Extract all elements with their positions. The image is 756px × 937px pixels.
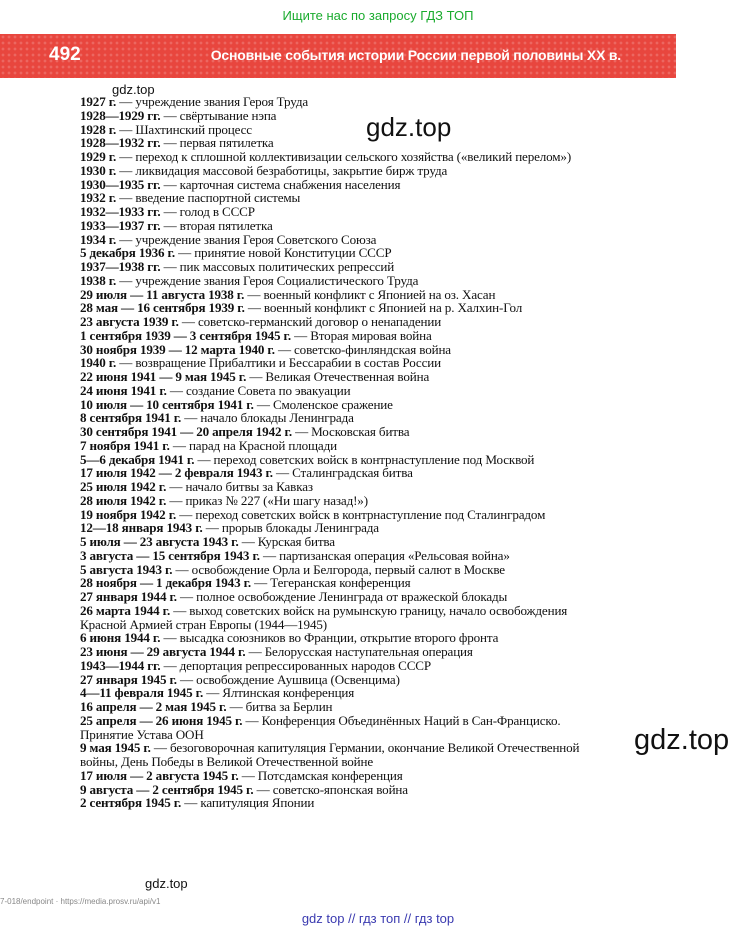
event-date: 17 июля — 2 августа 1945 г. <box>80 767 239 783</box>
event-date: 19 ноября 1942 г. <box>80 506 177 522</box>
event-description: — советско-германский договор о ненападении <box>178 314 442 329</box>
event-date: 9 августа — 2 сентября 1945 г. <box>80 781 254 797</box>
event-item <box>80 659 600 673</box>
event-item <box>80 714 600 742</box>
event-date: 5 декабря 1936 г. <box>80 245 175 261</box>
event-item <box>80 329 600 343</box>
event-item <box>80 590 600 604</box>
event-description: — Тегеранская конференция <box>251 575 411 591</box>
event-item <box>80 535 600 549</box>
event-description: — советско-финляндская война <box>274 341 451 357</box>
event-item <box>80 274 600 288</box>
event-item <box>80 576 600 590</box>
event-item <box>80 425 600 439</box>
event-date: 27 января 1944 г. <box>80 589 177 604</box>
event-item <box>80 439 600 453</box>
event-item <box>80 398 600 412</box>
event-description: — учреждение звания Героя Труда <box>116 94 309 109</box>
event-description: — первая пятилетка <box>160 135 274 151</box>
event-date: 23 августа 1939 г. <box>80 314 179 329</box>
event-date: 1932—1933 гг. <box>80 204 161 219</box>
event-description: — Смоленское сражение <box>253 396 393 412</box>
page-header <box>0 34 676 78</box>
event-description: — Шахтинский процесс <box>116 121 252 137</box>
event-date: 30 ноября 1939 — 12 марта 1940 г. <box>80 341 275 357</box>
event-item <box>80 109 600 123</box>
event-description: — переход советских войск в контрнаступление под Сталинградом <box>176 506 546 522</box>
event-date: 5—6 декабря 1941 г. <box>80 451 195 467</box>
event-date: 1928—1932 гг. <box>80 135 161 151</box>
event-description: — освобождение Аушвица (Освенцима) <box>176 671 400 687</box>
event-description: — приказ № 227 («Ни шагу назад!») <box>166 492 368 508</box>
event-item <box>80 549 600 563</box>
event-item <box>80 136 600 150</box>
event-item <box>80 494 600 508</box>
events-list <box>80 95 600 810</box>
event-date: 1928 г. <box>80 121 117 137</box>
event-date: 1933—1937 гг. <box>80 217 161 233</box>
event-description: — военный конфликт с Японией на оз. Хасан <box>244 286 496 302</box>
event-date: 28 мая — 16 сентября 1939 г. <box>80 300 245 316</box>
event-date: 16 апреля — 2 мая 1945 г. <box>80 699 227 714</box>
event-item <box>80 191 600 205</box>
event-date: 8 сентября 1941 г. <box>80 410 182 426</box>
event-description: — голод в СССР <box>160 204 255 219</box>
event-description: — освобождение Орла и Белгорода, первый салют в Москве <box>172 561 505 577</box>
event-date: 28 июля 1942 г. <box>80 492 167 508</box>
event-description: — военный конфликт с Японией на р. Халхин-Гол <box>244 300 523 316</box>
event-item <box>80 631 600 645</box>
watermark-text: gdz.top <box>112 82 155 97</box>
event-date: 1940 г. <box>80 355 117 371</box>
event-item <box>80 150 600 164</box>
event-date: 1927 г. <box>80 94 117 109</box>
event-item <box>80 700 600 714</box>
event-item <box>80 315 600 329</box>
watermark-text: gdz.top <box>145 876 188 891</box>
event-description: — начало блокады Ленинграда <box>181 410 354 426</box>
event-description: — вторая пятилетка <box>160 217 273 233</box>
event-date: 9 мая 1945 г. <box>80 740 151 756</box>
watermark-text: gdz.top <box>634 724 730 756</box>
event-item <box>80 563 600 577</box>
event-date: 26 марта 1944 г. <box>80 602 171 618</box>
event-item <box>80 480 600 494</box>
event-description: — депортация репрессированных народов СССР <box>160 657 431 673</box>
event-description: — Курская битва <box>238 534 335 549</box>
event-item <box>80 164 600 178</box>
event-date: 10 июля — 10 сентября 1941 г. <box>80 396 254 412</box>
event-item <box>80 260 600 274</box>
event-description: — Потсдамская конференция <box>238 767 403 783</box>
event-date: 1928—1929 гг. <box>80 107 161 123</box>
event-item <box>80 356 600 370</box>
event-date: 1932 г. <box>80 190 117 206</box>
event-description: — ликвидация массовой безработицы, закрытие бирж труда <box>116 162 448 178</box>
event-item <box>80 343 600 357</box>
event-date: 23 июня — 29 августа 1944 г. <box>80 644 246 659</box>
event-date: 29 июля — 11 августа 1938 г. <box>80 286 245 302</box>
event-item <box>80 741 600 769</box>
event-item <box>80 466 600 480</box>
event-item <box>80 301 600 315</box>
event-description: — Сталинградская битва <box>272 465 413 481</box>
event-description: — выход советских войск на румынскую границу, начало освобождения Красной Армией стран Европы (1944—1945) <box>80 602 568 632</box>
event-item <box>80 288 600 302</box>
event-description: — учреждение звания Героя Социалистического Труда <box>116 272 419 288</box>
event-description: — Московская битва <box>291 424 410 439</box>
event-description: — безоговорочная капитуляция Германии, окончание Великой Отечественной войны, День Победы в Великой Отечественной войне <box>80 740 580 769</box>
event-item <box>80 645 600 659</box>
event-item <box>80 508 600 522</box>
event-date: 7 ноября 1941 г. <box>80 437 170 453</box>
event-item <box>80 686 600 700</box>
watermark-text: gdz.top <box>366 112 452 142</box>
event-date: 1943—1944 гг. <box>80 657 161 673</box>
event-description: — переход советских войск в контрнаступление под Москвой <box>194 451 535 467</box>
event-item <box>80 246 600 260</box>
event-date: 1930 г. <box>80 162 117 178</box>
event-description: — высадка союзников во Франции, открытие второго фронта <box>160 630 499 646</box>
event-item <box>80 411 600 425</box>
event-item <box>80 604 600 632</box>
event-item <box>80 205 600 219</box>
event-item <box>80 796 600 810</box>
event-date: 25 июля 1942 г. <box>80 479 167 494</box>
event-description: — введение паспортной системы <box>116 190 301 206</box>
event-description: — свёртывание нэпа <box>160 107 277 123</box>
event-description: — Белорусская наступательная операция <box>245 644 473 659</box>
event-description: — начало битвы за Кавказ <box>166 479 313 494</box>
event-date: 1937—1938 гг. <box>80 259 161 274</box>
event-item <box>80 783 600 797</box>
event-description: — принятие новой Конституции СССР <box>175 245 392 261</box>
event-description: — капитуляция Японии <box>181 795 315 811</box>
event-date: 5 июля — 23 августа 1943 г. <box>80 534 239 549</box>
event-item <box>80 521 600 535</box>
footer-url: 7-018/endpoint · https://media.prosv.ru/api/v1 <box>0 897 161 906</box>
event-date: 5 августа 1943 г. <box>80 561 173 577</box>
event-item <box>80 95 600 109</box>
page-number: 492 <box>49 44 81 65</box>
event-description: — парад на Красной площади <box>169 437 337 453</box>
event-item <box>80 673 600 687</box>
event-date: 22 июня 1941 — 9 мая 1945 г. <box>80 369 247 384</box>
event-description: — учреждение звания Героя Советского Союза <box>116 231 377 247</box>
bottom-watermark-links[interactable]: gdz top // гдз топ // гдз top <box>301 911 455 926</box>
event-date: 1929 г. <box>80 149 117 164</box>
event-date: 12—18 января 1943 г. <box>80 520 203 536</box>
event-item <box>80 233 600 247</box>
event-description: — создание Совета по эвакуации <box>166 382 351 398</box>
event-description: — партизанская операция «Рельсовая война» <box>259 547 510 563</box>
event-date: 2 сентября 1945 г. <box>80 795 182 811</box>
event-date: 4—11 февраля 1945 г. <box>80 685 204 701</box>
top-watermark-link[interactable]: Ищите нас по запросу ГДЗ ТОП <box>282 8 474 23</box>
event-description: — Великая Отечественная война <box>246 369 430 384</box>
event-date: 27 января 1945 г. <box>80 671 177 687</box>
event-item <box>80 453 600 467</box>
event-date: 1930—1935 гг. <box>80 176 161 192</box>
event-description: — карточная система снабжения населения <box>160 176 401 192</box>
event-description: — Вторая мировая война <box>291 327 432 343</box>
event-item <box>80 370 600 384</box>
event-description: — возвращение Прибалтики и Бессарабии в состав России <box>116 355 441 371</box>
event-item <box>80 123 600 137</box>
page-header-title: Основные события истории России первой половины XX в. <box>210 47 621 63</box>
event-description: — пик массовых политических репрессий <box>160 259 395 274</box>
event-description: — советско-японская война <box>253 781 408 797</box>
event-date: 30 сентября 1941 — 20 апреля 1942 г. <box>80 424 292 439</box>
event-date: 28 ноября — 1 декабря 1943 г. <box>80 575 252 591</box>
event-description: — битва за Берлин <box>226 699 333 714</box>
event-item <box>80 384 600 398</box>
event-date: 25 апреля — 26 июня 1945 г. <box>80 712 243 728</box>
event-description: — полное освобождение Ленинграда от вражеской блокады <box>176 589 508 604</box>
event-date: 17 июля 1942 — 2 февраля 1943 г. <box>80 465 273 481</box>
event-date: 1 сентября 1939 — 3 сентября 1945 г. <box>80 327 291 343</box>
event-description: — Ялтинская конференция <box>203 685 355 701</box>
event-item <box>80 769 600 783</box>
event-date: 3 августа — 15 сентября 1943 г. <box>80 547 260 563</box>
event-description: — переход к сплошной коллективизации сельского хозяйства («великий перелом») <box>116 149 572 164</box>
event-item <box>80 178 600 192</box>
event-item <box>80 219 600 233</box>
event-description: — Конференция Объединённых Наций в Сан-Франциско. Принятие Устава ООН <box>80 712 561 742</box>
event-date: 1938 г. <box>80 272 117 288</box>
event-description: — прорыв блокады Ленинграда <box>202 520 379 536</box>
event-date: 6 июня 1944 г. <box>80 630 161 646</box>
event-date: 1934 г. <box>80 231 117 247</box>
event-date: 24 июня 1941 г. <box>80 382 167 398</box>
